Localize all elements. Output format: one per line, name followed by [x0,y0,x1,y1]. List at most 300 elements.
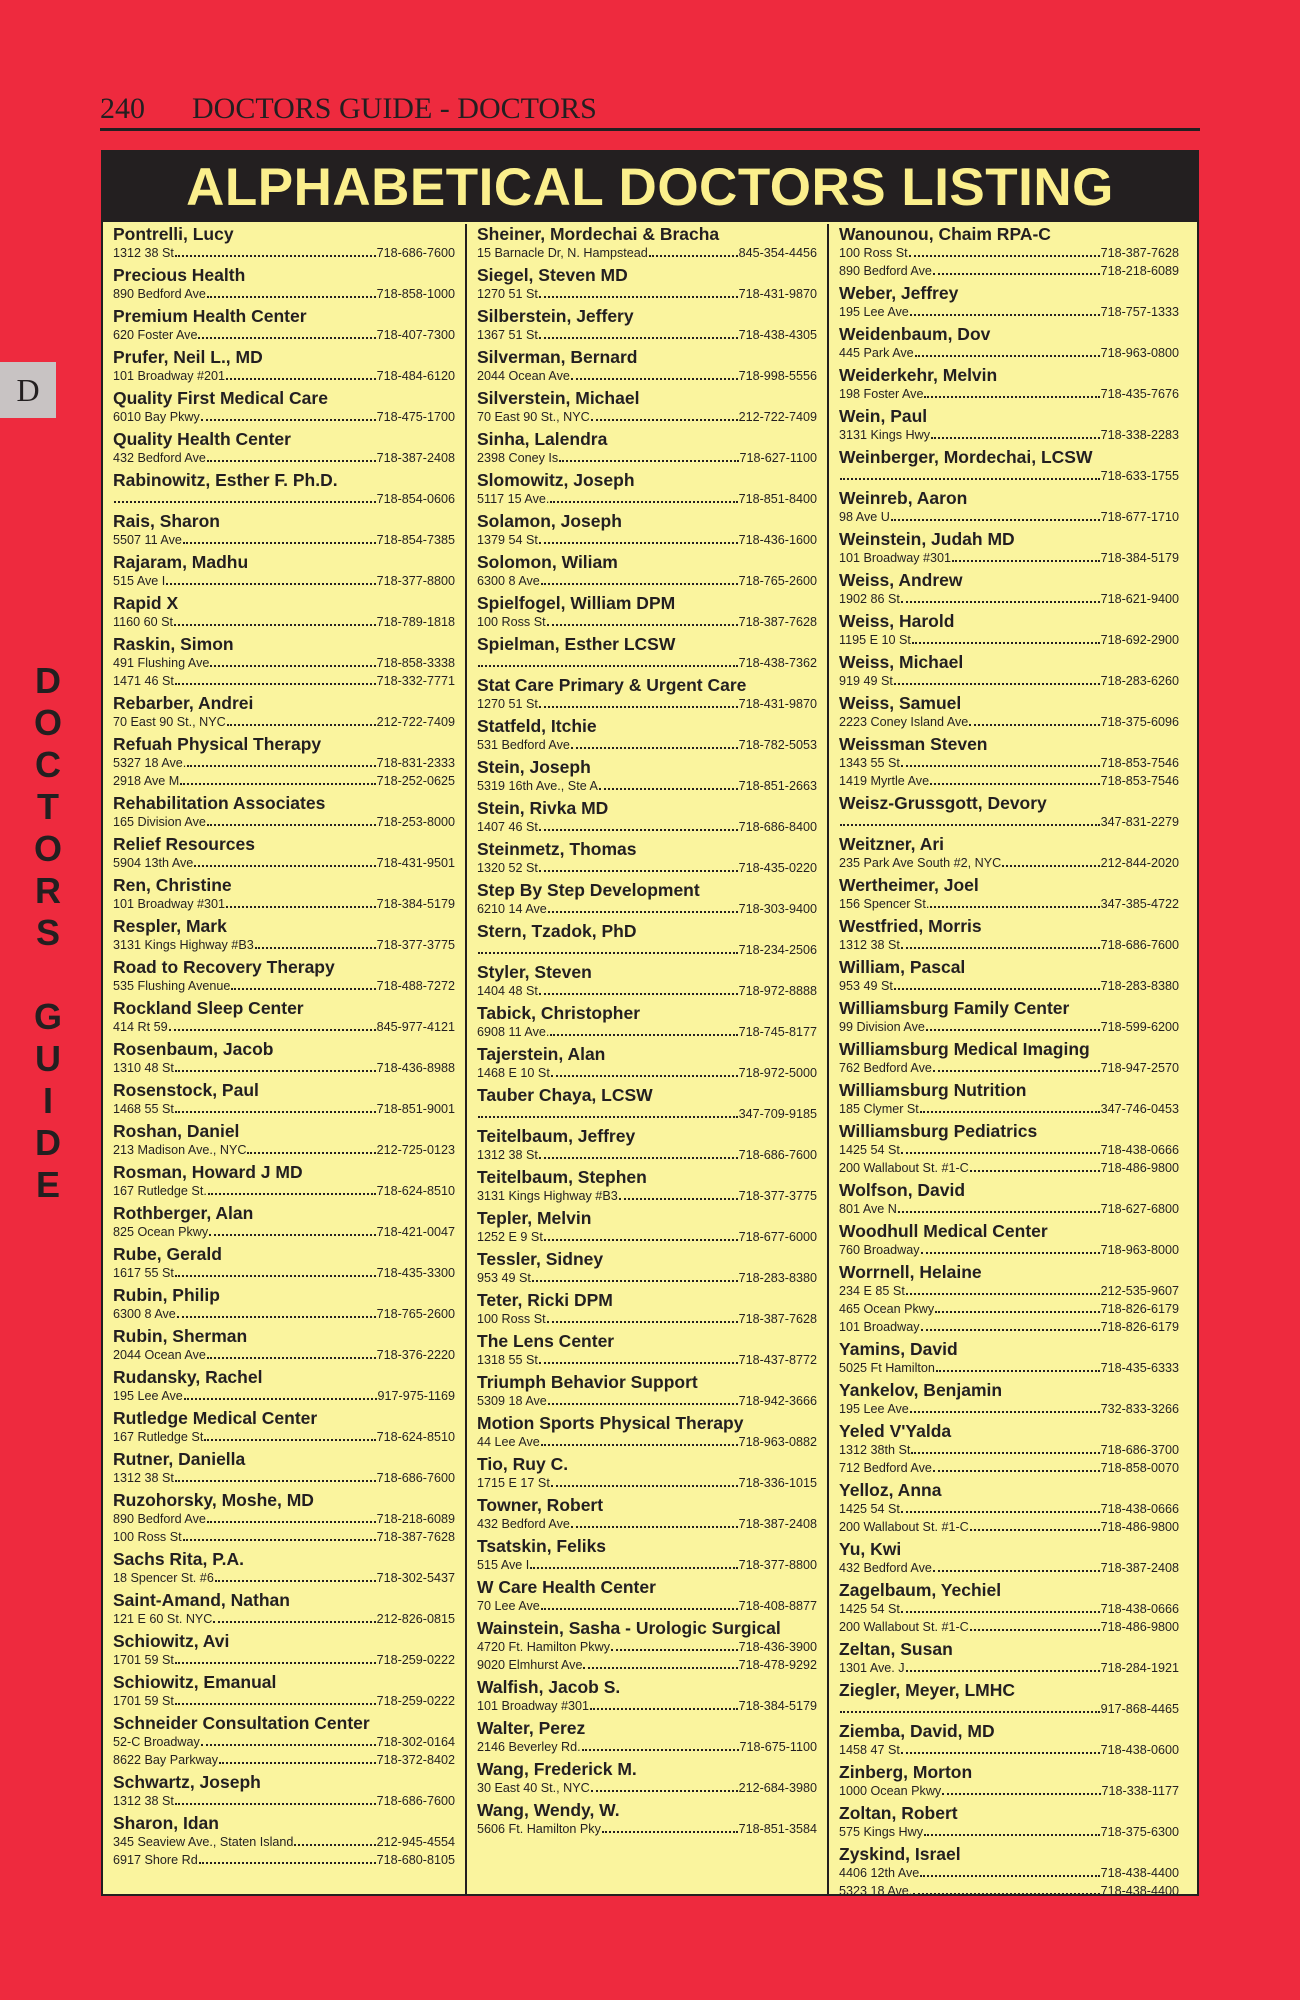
entry-name: Zyskind, Israel [839,1844,961,1864]
entry-phone: 718-963-0882 [738,1435,817,1449]
entry-line [477,1697,817,1715]
entry-name: Solomon, Wiliam [477,552,618,572]
listing-entry [477,1249,817,1287]
entry-name: Yeled V'Yalda [839,1421,952,1441]
dot-leader [901,1500,1100,1513]
entry-name: W Care Health Center [477,1577,656,1597]
entry-address: 9020 Elmhurst Ave [477,1658,583,1672]
entry-name: Triumph Behavior Support [477,1372,698,1392]
entry-address: 1379 54 St [477,533,538,547]
dot-leader [901,936,1100,949]
entry-address: 890 Bedford Ave [113,287,206,301]
dot-leader [590,1697,738,1710]
dot-leader [255,936,376,949]
entry-phone: 718-259-0222 [376,1694,455,1708]
dot-leader [920,1864,1099,1877]
entry-address: 5309 18 Ave [477,1394,547,1408]
vertical-section-label [24,660,72,1206]
dot-leader [210,654,375,667]
dot-leader [906,1659,1100,1672]
entry-phone: 212-684-3980 [738,1781,817,1795]
entry-phone: 212-535-9607 [1100,1284,1179,1298]
dot-leader [539,285,738,298]
entry-line [113,654,455,672]
entry-line [113,326,455,344]
entry-name: Styler, Steven [477,962,592,982]
entry-phone: 718-677-1710 [1100,510,1179,524]
dot-leader [175,1692,376,1705]
entry-name: Rudansky, Rachel [113,1367,263,1387]
dot-leader [539,982,738,995]
entry-name: Slomowitz, Joseph [477,470,635,490]
entry-address: 465 Ocean Pkwy [839,1302,935,1316]
dot-leader [571,1515,738,1528]
entry-phone: 718-627-6800 [1100,1202,1179,1216]
listing-entry [113,875,455,913]
entry-name: Weissman Steven [839,734,988,754]
entry-phone: 718-488-7272 [376,979,455,993]
dot-leader [177,1305,376,1318]
entry-line [113,1100,455,1118]
entry-line [113,1833,455,1851]
entry-line [477,613,817,631]
listing-entry [839,324,1179,362]
entry-line [113,977,455,995]
entry-phone: 718-436-8988 [376,1061,455,1075]
dot-leader [548,900,738,913]
dot-leader [227,713,376,726]
dot-leader [175,1651,376,1664]
dot-leader [591,408,738,421]
dot-leader [207,813,376,826]
entry-phone: 718-435-3300 [376,1266,455,1280]
listing-entry [839,916,1179,954]
dot-leader [551,1474,738,1487]
dot-leader [183,1528,376,1541]
dot-leader [935,1300,1099,1313]
listing-entry [113,1713,455,1769]
entry-address: 100 Ross St [477,1312,546,1326]
dot-leader [530,1556,737,1569]
listing-entry [839,1121,1179,1177]
listing-entry [477,1085,817,1123]
entry-name: Williamsburg Family Center [839,998,1070,1018]
entry-line [113,1264,455,1282]
entry-address: 1458 47 St [839,1743,900,1757]
entry-name: Roshan, Daniel [113,1121,240,1141]
entry-line [113,936,455,954]
entry-line [113,1528,455,1546]
dot-leader [194,854,375,867]
entry-line [477,1105,817,1123]
dot-leader [294,1833,375,1846]
entry-phone: 212-844-2020 [1100,856,1179,870]
entry-name: Precious Health [113,265,246,285]
entry-phone: 718-303-9400 [738,902,817,916]
dot-leader [209,1223,375,1236]
entry-phone: 718-789-1818 [376,615,455,629]
vertical-letter: R [35,870,61,911]
page-header [100,90,1200,131]
entry-phone: 718-757-1333 [1100,305,1179,319]
entry-name: Rubin, Philip [113,1285,220,1305]
entry-address: 1419 Myrtle Ave [839,774,930,788]
entry-phone: 718-972-8888 [738,984,817,998]
entry-line [113,1751,455,1769]
entry-name: Rutner, Daniella [113,1449,246,1469]
entry-line [477,572,817,590]
entry-name: Wanounou, Chaim RPA-C [839,224,1051,244]
listing-entry [477,224,817,262]
entry-name: Schiowitz, Avi [113,1631,230,1651]
entry-line [477,818,817,836]
entry-line [113,408,455,426]
entry-name: Schiowitz, Emanual [113,1672,277,1692]
entry-phone: 718-437-8772 [738,1353,817,1367]
entry-phone: 718-377-8800 [738,1558,817,1572]
entry-line [839,1518,1179,1536]
dot-leader [906,1282,1100,1295]
entry-address: 1902 86 St [839,592,900,606]
entry-name: Sharon, Idan [113,1813,219,1833]
entry-phone: 718-782-5053 [738,738,817,752]
entry-line [477,777,817,795]
entry-name: The Lens Center [477,1331,615,1351]
entry-phone: 718-438-0666 [1100,1143,1179,1157]
entry-line [477,1738,817,1756]
entry-phone: 732-833-3266 [1100,1402,1179,1416]
listing-entry [113,224,455,262]
listing-entry [113,1203,455,1241]
listing-entry [113,388,455,426]
entry-address: 195 Lee Ave [113,1389,183,1403]
listing-entry [113,1285,455,1323]
entry-line [477,654,817,672]
listing-entry [113,1772,455,1810]
entry-phone: 718-218-6089 [1100,264,1179,278]
entry-address: 712 Bedford Ave [839,1461,932,1475]
entry-name: Rosman, Howard J MD [113,1162,303,1182]
entry-phone: 718-998-5556 [738,369,817,383]
entry-phone: 718-826-6179 [1100,1320,1179,1334]
entry-name: Spielfogel, William DPM [477,593,676,613]
listing-entry [477,511,817,549]
entry-line [477,531,817,549]
listing-entry [477,1372,817,1410]
entry-name: Walter, Perez [477,1718,586,1738]
entry-line [113,1692,455,1710]
dot-leader [910,1400,1100,1413]
dot-leader [547,613,738,626]
listing-entry [477,265,817,303]
entry-phone: 347-385-4722 [1100,897,1179,911]
entry-phone: 718-478-9292 [738,1658,817,1672]
entry-line [839,1559,1179,1577]
entry-name: Tio, Ruy C. [477,1454,569,1474]
entry-name: Weiss, Michael [839,652,964,672]
entry-address: 99 Division Ave [839,1020,925,1034]
entry-address: 1701 59 St [113,1653,174,1667]
vertical-letter: E [35,1164,60,1205]
dot-leader [208,1182,376,1195]
entry-line [113,1387,455,1405]
entry-address: 3131 Kings Highway #B3 [113,938,254,952]
listing-entry [477,1759,817,1797]
entry-name: Rabinowitz, Esther F. Ph.D. [113,470,338,490]
entry-line [477,1820,817,1838]
listing-entry [477,1800,817,1838]
listing-entry [113,1549,455,1587]
entry-address: 2044 Ocean Ave [477,369,570,383]
listing-entry [839,1680,1179,1718]
entry-name: Weinstein, Judah MD [839,529,1015,549]
dot-leader [910,303,1100,316]
entry-address: 1471 46 St [113,674,174,688]
entry-phone: 718-387-7628 [738,615,817,629]
dot-leader [952,549,1100,562]
entry-phone: 845-977-4121 [376,1020,455,1034]
listing-entry [839,1262,1179,1336]
entry-line [839,631,1179,649]
listing-entry [839,224,1179,280]
dot-leader [539,1351,738,1364]
listing-entry [477,1290,817,1328]
entry-line [839,549,1179,567]
dot-leader [921,1318,1100,1331]
entry-phone: 718-677-6000 [738,1230,817,1244]
entry-phone: 347-746-0453 [1100,1102,1179,1116]
entry-phone: 718-436-3900 [738,1640,817,1654]
entry-address: 762 Bedford Ave [839,1061,932,1075]
entry-line [477,695,817,713]
entry-phone: 718-484-6120 [376,369,455,383]
entry-line [477,1392,817,1410]
entry-address: 1310 48 St [113,1061,174,1075]
dot-leader [231,977,375,990]
dot-leader [926,1018,1100,1031]
entry-name: Weber, Jeffrey [839,283,959,303]
entry-phone: 718-686-7600 [738,1148,817,1162]
entry-line [839,1018,1179,1036]
entry-address: 5327 18 Ave. [113,756,187,770]
entry-line [113,1018,455,1036]
dot-leader [840,1700,1100,1713]
vertical-letter: D [35,660,61,701]
entry-line [839,1882,1179,1900]
dot-leader [175,1059,376,1072]
dot-leader [912,631,1100,644]
entry-phone: 718-686-7600 [1100,938,1179,952]
entry-name: Wein, Paul [839,406,928,426]
entry-phone: 718-338-2283 [1100,428,1179,442]
entry-phone: 718-963-0800 [1100,346,1179,360]
entry-phone: 718-421-0047 [376,1225,455,1239]
dot-leader [201,408,376,421]
entry-address: 15 Barnacle Dr, N. Hampstead [477,246,648,260]
dot-leader [175,1469,376,1482]
entry-name: Zoltan, Robert [839,1803,958,1823]
entry-name: Schwartz, Joseph [113,1772,261,1792]
entry-line [477,1779,817,1797]
entry-address: 1617 55 St [113,1266,174,1280]
entry-line [477,1064,817,1082]
entry-line [839,1700,1179,1718]
entry-phone: 718-627-1100 [739,451,817,465]
listing-column [103,224,465,1894]
entry-phone: 718-234-2506 [738,943,817,957]
dot-leader [539,859,738,872]
entry-line [839,1200,1179,1218]
entry-address: 6210 14 Ave [477,902,547,916]
entry-address: 18 Spencer St. #6 [113,1571,214,1585]
dot-leader [247,1141,375,1154]
entry-name: Wertheimer, Joel [839,875,979,895]
entry-address: 100 Ross St [477,615,546,629]
listing-entry [477,1003,817,1041]
listing-entry [113,511,455,549]
listing-entry [113,916,455,954]
entry-phone: 718-332-7771 [376,674,455,688]
listing-entry [839,1580,1179,1636]
listing-entry [839,1844,1179,1900]
entry-name: Step By Step Development [477,880,700,900]
entry-name: Sinha, Lalendra [477,429,608,449]
dot-leader [583,1656,737,1669]
listing-entry [477,757,817,795]
entry-line [113,1428,455,1446]
entry-address: 953 49 St [839,979,893,993]
entry-line [113,531,455,549]
listing-entry [839,1039,1179,1077]
listing-entry [113,593,455,631]
entry-phone: 718-408-8877 [738,1599,817,1613]
entry-address: 5507 11 Ave [113,533,182,547]
dot-leader [891,508,1100,521]
entry-line [839,1864,1179,1882]
entry-phone: 212-722-7409 [376,715,455,729]
listing-entry [477,388,817,426]
entry-address: 1425 54 St [839,1502,900,1516]
entry-phone: 718-435-7676 [1100,387,1179,401]
entry-phone: 718-438-7362 [738,656,817,670]
entry-address: 1425 54 St [839,1143,900,1157]
entry-line [477,982,817,1000]
dot-leader [175,244,376,257]
entry-line [113,1610,455,1628]
entry-line [839,303,1179,321]
listing-entry [113,1631,455,1669]
entry-address: 1404 48 St [477,984,538,998]
listing-column [465,224,827,1894]
entry-address: 1320 52 St [477,861,538,875]
entry-phone: 718-486-9800 [1100,1620,1179,1634]
listing-entry [113,1367,455,1405]
dot-leader [207,1510,376,1523]
entry-phone: 718-302-0164 [376,1735,455,1749]
entry-address: 5606 Ft. Hamilton Pky [477,1822,601,1836]
listing-entry [477,1331,817,1369]
dot-leader [175,1100,376,1113]
section-letter-tab: D [0,362,56,418]
listing-entry [113,1672,455,1710]
entry-phone: 718-283-6260 [1100,674,1179,688]
listing-entry [839,1339,1179,1377]
entry-address: 235 Park Ave South #2, NYC [839,856,1002,870]
entry-name: Walfish, Jacob S. [477,1677,621,1697]
entry-phone: 718-851-3584 [738,1822,817,1836]
entry-phone: 718-599-6200 [1100,1020,1179,1034]
entry-phone: 718-675-1100 [739,1740,817,1754]
entry-line [113,572,455,590]
entry-phone: 718-384-5179 [376,897,455,911]
entry-phone: 718-384-5179 [738,1699,817,1713]
entry-address: 2398 Coney Is [477,451,559,465]
entry-address: 200 Wallabout St. #1-C [839,1620,969,1634]
entry-address: 801 Ave N [839,1202,897,1216]
entry-address: 575 Kings Hwy [839,1825,923,1839]
listing-entry [477,675,817,713]
listing-entry [113,552,455,590]
entry-name: Silverstein, Michael [477,388,640,408]
listing-entry [113,734,455,790]
entry-line [477,859,817,877]
entry-name: Stern, Tzadok, PhD [477,921,637,941]
entry-line [839,754,1179,772]
vertical-letter: T [37,786,59,827]
entry-address: 2918 Ave M [113,774,180,788]
entry-line [113,1305,455,1323]
dot-leader [175,1264,376,1277]
entry-address: 1270 51 St [477,697,538,711]
entry-line [113,854,455,872]
entry-line [113,754,455,772]
entry-line [113,613,455,631]
entry-line [839,467,1179,485]
entry-line [113,1651,455,1669]
dot-leader [539,326,738,339]
dot-leader [550,490,737,503]
entry-address: 1701 59 St [113,1694,174,1708]
entry-phone: 718-438-4305 [738,328,817,342]
dot-leader [539,695,738,708]
entry-line [113,490,455,508]
listing-entry [113,470,455,508]
dot-leader [166,572,375,585]
entry-phone: 718-377-8800 [376,574,455,588]
listing-entry [477,880,817,918]
entry-address: 30 East 40 St., NYC [477,1781,590,1795]
listing-entry [839,1380,1179,1418]
entry-line [113,1510,455,1528]
entry-name: Westfried, Morris [839,916,982,936]
entry-name: Solamon, Joseph [477,511,622,531]
entry-name: Williamsburg Medical Imaging [839,1039,1090,1059]
listing-entry [113,1590,455,1628]
dot-leader [894,672,1100,685]
entry-phone: 718-438-4400 [1100,1866,1179,1880]
listing-entry [477,962,817,1000]
entry-line [839,854,1179,872]
entry-name: Rubin, Sherman [113,1326,248,1346]
dot-leader [184,1387,377,1400]
dot-leader [213,1610,375,1623]
entry-phone: 347-831-2279 [1100,815,1179,829]
listing-entry [477,1044,817,1082]
entry-name: Yankelov, Benjamin [839,1380,1003,1400]
listing-entry [477,1677,817,1715]
entry-phone: 718-387-2408 [738,1517,817,1531]
listing-entry [477,1454,817,1492]
